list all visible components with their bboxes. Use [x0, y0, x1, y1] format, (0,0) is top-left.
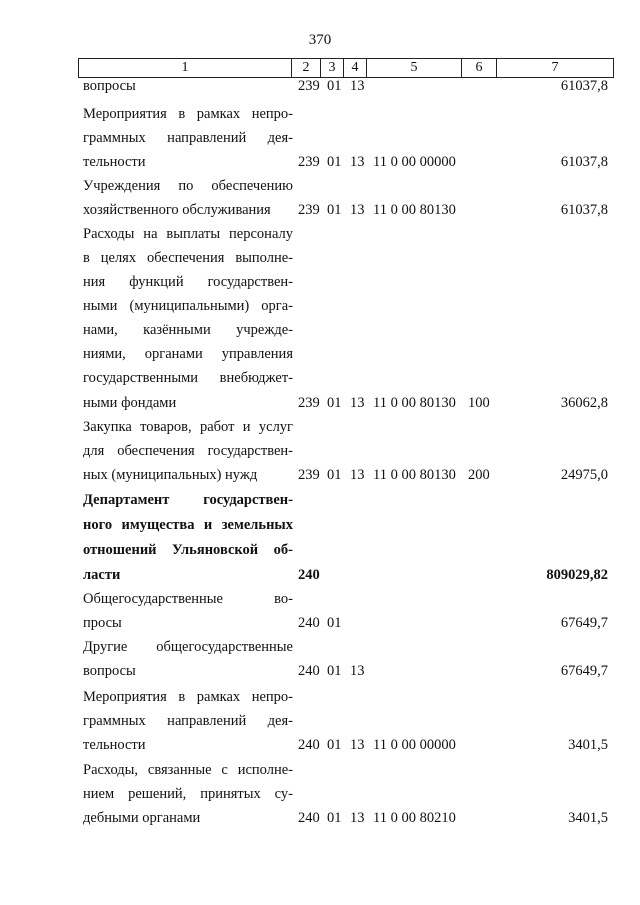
row-name-line: дебными органами: [83, 810, 201, 826]
row-amount: 61037,8: [560, 202, 608, 218]
row-code-section: 01: [327, 663, 342, 679]
row-name-line: ными фондами: [83, 395, 177, 411]
row-name-line: вопросы: [83, 78, 136, 94]
row-amount: 24975,0: [560, 467, 608, 483]
row-name-line: государственными внебюджет-: [83, 370, 293, 386]
row-code-subsection: 13: [350, 78, 365, 94]
row-code-ministry: 240: [298, 567, 320, 583]
row-code-ministry: 239: [298, 78, 320, 94]
row-name-line: Расходы, связанные с исполне-: [83, 762, 293, 778]
row-name-line: тельности: [83, 154, 146, 170]
row-name-line: Мероприятия в рамках непро-: [83, 106, 293, 122]
row-code-expense-type: 100: [468, 395, 490, 411]
row-code-expense-type: 200: [468, 467, 490, 483]
column-header-1: 1: [79, 59, 292, 78]
row-code-ministry: 239: [298, 395, 320, 411]
column-header-4: 4: [344, 59, 367, 78]
row-name-line: граммных направлений дея-: [83, 713, 293, 729]
column-header-6: 6: [462, 59, 497, 78]
row-code-ministry: 240: [298, 737, 320, 753]
row-code-section: 01: [327, 615, 342, 631]
row-name-line: вопросы: [83, 663, 136, 679]
row-name-line: ниями, органами управления: [83, 346, 293, 362]
row-code-subsection: 13: [350, 810, 365, 826]
row-code-subsection: 13: [350, 395, 365, 411]
page-number: 370: [308, 32, 332, 48]
row-code-section: 01: [327, 810, 342, 826]
row-name-line: для обеспечения государствен-: [83, 443, 293, 459]
row-name-line: ных (муниципальных) нужд: [83, 467, 258, 483]
row-code-target: 11 0 00 80130: [373, 395, 456, 411]
column-header-5: 5: [367, 59, 462, 78]
row-code-ministry: 239: [298, 154, 320, 170]
row-amount: 3401,5: [568, 810, 608, 826]
row-code-section: 01: [327, 154, 342, 170]
row-name-line: нами, казёнными учрежде-: [83, 322, 293, 338]
row-name-line: Общегосударственные во-: [83, 591, 293, 607]
row-code-section: 01: [327, 467, 342, 483]
row-name-line: Другие общегосударственные: [83, 639, 293, 655]
row-code-target: 11 0 00 00000: [373, 154, 456, 170]
row-name-line: Учреждения по обеспечению: [83, 178, 293, 194]
row-code-section: 01: [327, 202, 342, 218]
row-code-ministry: 240: [298, 810, 320, 826]
row-name-line: Закупка товаров, работ и услуг: [83, 419, 293, 435]
row-code-ministry: 240: [298, 663, 320, 679]
row-amount: 36062,8: [560, 395, 608, 411]
row-amount: 3401,5: [568, 737, 608, 753]
row-code-subsection: 13: [350, 467, 365, 483]
row-name-line: ния функций государствен-: [83, 274, 293, 290]
row-code-target: 11 0 00 00000: [373, 737, 456, 753]
row-code-subsection: 13: [350, 202, 365, 218]
row-name-line: Мероприятия в рамках непро-: [83, 689, 293, 705]
row-code-ministry: 240: [298, 615, 320, 631]
row-amount: 67649,7: [560, 663, 608, 679]
row-name-line: ными (муниципальными) орга-: [83, 298, 293, 314]
row-code-section: 01: [327, 78, 342, 94]
column-header-7: 7: [497, 59, 614, 78]
row-code-ministry: 239: [298, 202, 320, 218]
row-name-line: ласти: [83, 567, 121, 583]
row-amount: 61037,8: [560, 78, 608, 94]
row-amount: 67649,7: [560, 615, 608, 631]
row-name-line: нием решений, принятых су-: [83, 786, 293, 802]
row-name-line: Департамент государствен-: [83, 492, 293, 508]
row-code-target: 11 0 00 80130: [373, 202, 456, 218]
row-name-line: Расходы на выплаты персоналу: [83, 226, 293, 242]
row-name-line: в целях обеспечения выполне-: [83, 250, 293, 266]
row-name-line: хозяйственного обслуживания: [83, 202, 271, 218]
column-header-2: 2: [292, 59, 321, 78]
row-name-line: отношений Ульяновской об-: [83, 542, 293, 558]
row-code-subsection: 13: [350, 154, 365, 170]
row-name-line: ного имущества и земельных: [83, 517, 293, 533]
row-amount: 61037,8: [560, 154, 608, 170]
row-code-ministry: 239: [298, 467, 320, 483]
row-code-section: 01: [327, 395, 342, 411]
row-code-target: 11 0 00 80130: [373, 467, 456, 483]
row-name-line: просы: [83, 615, 122, 631]
row-code-subsection: 13: [350, 663, 365, 679]
row-name-line: тельности: [83, 737, 146, 753]
row-code-subsection: 13: [350, 737, 365, 753]
row-name-line: граммных направлений дея-: [83, 130, 293, 146]
column-header-3: 3: [321, 59, 344, 78]
row-code-section: 01: [327, 737, 342, 753]
row-amount: 809029,82: [546, 567, 608, 583]
row-code-target: 11 0 00 80210: [373, 810, 456, 826]
